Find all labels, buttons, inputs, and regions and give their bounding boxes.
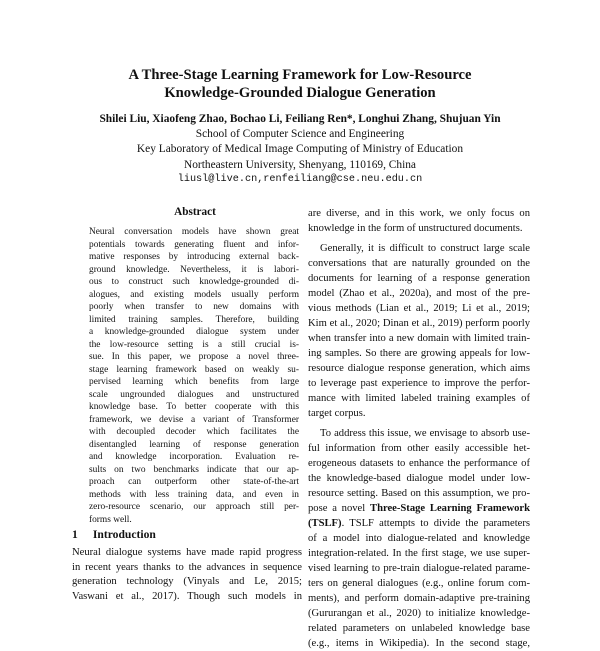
intro-line: Neural dialogue systems have made rapid progress bbox=[72, 547, 302, 558]
abstract-line: sue. In this paper, we propose a novel three- bbox=[89, 352, 299, 362]
affiliation bbox=[40, 127, 560, 173]
abstract-line: zero-resource scenario, our approach still per- bbox=[89, 502, 299, 512]
body-line: Generally, it is difficult to construct large scale bbox=[320, 243, 530, 254]
abstract-line: sults on two benchmarks indicate that our ap- bbox=[89, 464, 299, 475]
body-line: when transfer into a new domain with limited train- bbox=[308, 333, 530, 344]
body-line: vised learning to pre-train dialogue-related parame- bbox=[308, 563, 530, 574]
abstract-line: proach can outperform other state-of-the-art bbox=[89, 477, 299, 487]
abstract-line: potentials towards generating fluent and infor- bbox=[89, 239, 299, 250]
body-line: documents for learning of a response generation bbox=[308, 273, 530, 284]
abstract-body bbox=[89, 226, 299, 526]
body-line: ing samples. So there are growing appeals for low- bbox=[308, 348, 530, 359]
section-title: Introduction bbox=[92, 528, 156, 541]
body-line: ful information from other easily accessible het- bbox=[308, 443, 530, 454]
body-line: erogeneous datasets to enhance the performance of bbox=[308, 458, 530, 469]
framework-abbr-bold: (TSLF) bbox=[308, 518, 342, 529]
abstract-line: ous to construct such knowledge-grounded di- bbox=[89, 277, 299, 287]
body-line: related parameters on unlabeled knowledge base bbox=[308, 623, 530, 634]
body-line: ters on general dialogues (e.g., online forum com- bbox=[308, 578, 530, 589]
abstract-line: pervised learning which benefits from large bbox=[89, 377, 299, 387]
abstract-line: ground knowledge. Nevertheless, it is labori- bbox=[89, 264, 299, 275]
title-line-1: A Three-Stage Learning Framework for Low-Resource bbox=[128, 67, 472, 83]
abstract-line: and knowledge incorporation. Evaluation re- bbox=[89, 452, 299, 462]
abstract-line: scale ungrounded dialogues and unstructured bbox=[89, 389, 299, 400]
body-line-tslf-intro bbox=[308, 501, 530, 516]
abstract-line: framework, we devise a variant of Transformer bbox=[89, 414, 299, 425]
section-number: 1 bbox=[72, 528, 78, 541]
introduction-body bbox=[72, 546, 302, 604]
body-text: pose a novel bbox=[308, 503, 366, 514]
abstract-line: knowledge base. To better cooperate with this bbox=[89, 402, 299, 412]
affiliation-line: Northeastern University, Shenyang, 110169, China bbox=[184, 158, 416, 171]
abstract-line: with decoupled decoder which facilitates the bbox=[89, 427, 299, 437]
paper-title bbox=[60, 66, 540, 102]
body-line: conversations that are naturally grounded on the bbox=[308, 258, 530, 269]
author-email: liusl@live.cn,renfeiliang@cse.neu.edu.cn bbox=[177, 174, 423, 185]
abstract-line: poorly when transfer to new domains with bbox=[89, 302, 299, 312]
abstract-line: stage learning framework based on weakly su- bbox=[89, 364, 299, 375]
framework-name-bold: Three-Stage Learning Framework bbox=[370, 503, 530, 514]
body-line: to leverage past experience to improve the perfor- bbox=[308, 378, 530, 389]
body-line: (Gururangan et al., 2020) to initialize knowledge- bbox=[308, 608, 530, 619]
body-text: . TSLF attempts to divide the parameters bbox=[341, 518, 530, 529]
abstract-line: the low-resource setting is a still crucial is- bbox=[89, 339, 299, 350]
body-line: are diverse, and in this work, we only focus on bbox=[308, 208, 530, 219]
body-line: (e.g., items in Wikipedia). In the second stage, bbox=[308, 638, 530, 649]
body-line: knowledge in the form of unstructured documents. bbox=[308, 223, 523, 234]
abstract-line: Neural conversation models have shown great bbox=[89, 227, 299, 237]
body-line: of a model into dialogue-related and knowledge bbox=[308, 533, 530, 544]
body-line: integration-related. In the first stage, we use super- bbox=[308, 548, 530, 559]
abstract-line: forms well. bbox=[89, 514, 132, 525]
abstract-line: mative responses by introducing external back- bbox=[89, 252, 299, 262]
intro-line: generation technology (Vinyals and Le, 2015; bbox=[72, 576, 302, 588]
affiliation-line: School of Computer Science and Engineering bbox=[195, 128, 405, 140]
body-line: the knowledge-based dialogue model under low- bbox=[308, 473, 530, 484]
body-line: vious methods (Lian et al., 2019; Li et al., 2019; bbox=[308, 303, 530, 314]
abstract-heading: Abstract bbox=[174, 206, 216, 218]
affiliation-line: Key Laboratory of Medical Image Computing of Ministry of Education bbox=[136, 143, 464, 156]
body-line: model (Zhao et al., 2020a), and most of the pre- bbox=[308, 288, 530, 299]
body-line: resource setting. Based on this assumption, we pro- bbox=[308, 488, 530, 499]
author-list: Shilei Liu, Xiaofeng Zhao, Bochao Li, Feiliang Ren*, Longhui Zhang, Shujuan Yin bbox=[99, 113, 501, 125]
body-line: mance with limited labeled training examples of bbox=[308, 393, 530, 404]
abstract-line: alogues, and existing models usually perform bbox=[89, 289, 299, 300]
abstract-line: methods with less training data, and even in bbox=[89, 489, 299, 500]
abstract-line: a knowledge-grounded dialogue system under bbox=[89, 327, 299, 337]
body-line: To address this issue, we envisage to absorb use- bbox=[320, 428, 530, 439]
intro-line: Vaswani et al., 2017). Though such models in bbox=[72, 590, 302, 602]
intro-line: in recent years thanks to the advances in sequence bbox=[72, 561, 302, 573]
title-line-2: Knowledge-Grounded Dialogue Generation bbox=[164, 85, 436, 101]
body-line: Kim et al., 2020; Dinan et al., 2019) perform poorly bbox=[308, 318, 530, 329]
abstract-line: limited training samples. Therefore, building bbox=[89, 314, 299, 325]
abstract-line: disentangled learning of response generation bbox=[89, 439, 299, 450]
body-line: resource dialogue response generation, which aims bbox=[308, 363, 530, 374]
right-column bbox=[308, 206, 530, 651]
body-line: target corpus. bbox=[308, 408, 366, 419]
section-heading-introduction bbox=[72, 528, 302, 541]
body-line-tslf-abbr bbox=[308, 516, 530, 531]
body-line: ments), and perform domain-adaptive pre-training bbox=[308, 593, 530, 604]
